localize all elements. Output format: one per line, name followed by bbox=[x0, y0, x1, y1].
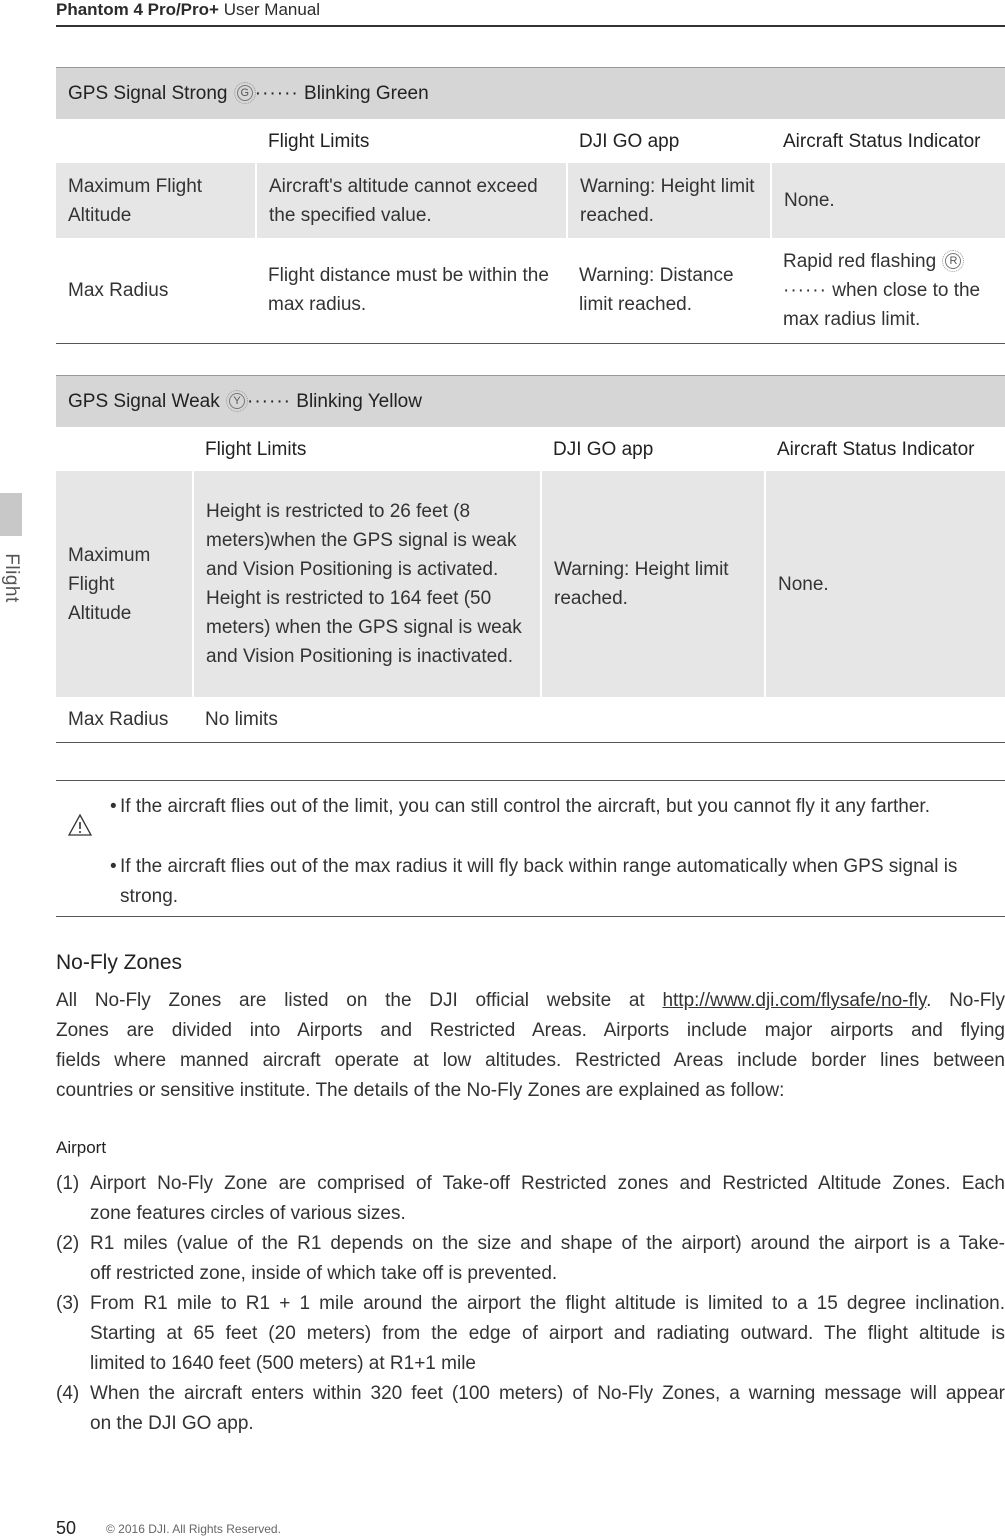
paragraph-line: countries or sensitive institute. The details of the No-Fly Zones are explained as follow: bbox=[56, 1080, 785, 1101]
table-title bbox=[56, 68, 1005, 120]
row-name: Maximum Flight Altitude bbox=[56, 163, 256, 238]
list-item bbox=[56, 1229, 1005, 1289]
blink-dots: ······ bbox=[254, 83, 299, 104]
table-title-row bbox=[56, 68, 1005, 120]
item-line: When the aircraft enters within 320 feet (100 meters) of No-Fly Zones, a warning message will appear bbox=[90, 1383, 1005, 1404]
item-line: From R1 mile to R1 + 1 mile around the airport the flight altitude is limited to a 15 degree inclination. bbox=[90, 1293, 1005, 1314]
column-header: DJI GO app bbox=[579, 130, 680, 152]
item-line: Starting at 65 feet (20 meters) from the edge of airport and radiating outward. The flight altitude is bbox=[90, 1323, 1005, 1344]
nofly-link[interactable]: http://www.dji.com/flysafe/no-fly bbox=[662, 990, 927, 1011]
page-header bbox=[56, 0, 320, 20]
list-item bbox=[56, 1169, 1005, 1229]
item-number: (2) bbox=[56, 1233, 80, 1254]
paragraph-text: All No-Fly Zones are listed on the DJI official website at bbox=[56, 990, 645, 1011]
header-rule bbox=[56, 25, 1005, 27]
item-text bbox=[90, 1379, 1005, 1439]
column-header: Flight Limits bbox=[205, 438, 307, 460]
item-number: (4) bbox=[56, 1383, 80, 1404]
column-header: Aircraft Status Indicator bbox=[777, 438, 975, 460]
copyright: © 2016 DJI. All Rights Reserved. bbox=[106, 1522, 281, 1536]
column-header bbox=[56, 119, 256, 163]
table-title-text: GPS Signal Weak bbox=[68, 391, 220, 412]
bullet: • bbox=[110, 796, 117, 817]
red-led-icon: R bbox=[945, 253, 961, 269]
paragraph-line bbox=[56, 986, 1005, 1016]
subsection-heading: Airport bbox=[56, 1138, 107, 1157]
row-limit: Aircraft's altitude cannot exceed the specified value. bbox=[256, 163, 567, 238]
paragraph-line: Zones are divided into Airports and Restricted Areas. Airports include major airports and flying bbox=[56, 1020, 1005, 1041]
table-row bbox=[56, 238, 1005, 343]
indicator-text: when close to the max radius limit. bbox=[783, 279, 981, 330]
table-row bbox=[56, 697, 1005, 742]
page-number: 50 bbox=[56, 1518, 77, 1538]
item-line: R1 miles (value of the R1 depends on the size and shape of the airport) around the airport is a Take- bbox=[90, 1233, 1005, 1254]
warning-note-box bbox=[56, 780, 1005, 917]
table-title bbox=[56, 376, 1005, 428]
gps-weak-table bbox=[56, 375, 1005, 743]
side-tab-label: Flight bbox=[1, 553, 22, 603]
column-header bbox=[56, 427, 193, 471]
table-row bbox=[56, 163, 1005, 238]
note-item bbox=[110, 852, 1000, 912]
table-title-text: GPS Signal Strong bbox=[68, 83, 228, 104]
table-title-row bbox=[56, 376, 1005, 428]
note-text: If the aircraft flies out of the max radius it will fly back within range automatically when GPS signal is strong. bbox=[120, 856, 958, 907]
table-header-row bbox=[56, 119, 1005, 163]
item-text bbox=[90, 1169, 1005, 1229]
warning-icon bbox=[68, 814, 92, 836]
item-line: zone features circles of various sizes. bbox=[90, 1203, 406, 1224]
row-app: Warning: Height limit reached. bbox=[541, 471, 765, 697]
row-limit: Height is restricted to 26 feet (8 meters)when the GPS signal is weak and Vision Positioning is activated. Height is restricted to 164 feet (50 meters) when the GPS signal is weak and Vision Positioning is inactivated. bbox=[193, 471, 541, 697]
row-limit: Flight distance must be within the max radius. bbox=[256, 238, 567, 343]
bullet: • bbox=[110, 856, 117, 877]
row-indicator bbox=[771, 238, 1005, 343]
green-led-icon: G bbox=[237, 85, 253, 101]
section-heading: No-Fly Zones bbox=[56, 951, 183, 974]
note-text: If the aircraft flies out of the limit, you can still control the aircraft, but you cannot fly it any farther. bbox=[120, 796, 930, 817]
table-row bbox=[56, 471, 1005, 697]
note-item bbox=[110, 792, 1000, 822]
item-line: off restricted zone, inside of which take off is prevented. bbox=[90, 1263, 558, 1284]
row-name: Max Radius bbox=[56, 238, 256, 343]
brand-name: Phantom 4 Pro/Pro+ bbox=[56, 0, 219, 19]
paragraph-text: . No-Fly bbox=[926, 990, 1005, 1011]
item-number: (1) bbox=[56, 1173, 80, 1194]
item-line: on the DJI GO app. bbox=[90, 1413, 254, 1434]
indicator-text: Rapid red flashing bbox=[783, 250, 937, 272]
row-name: Maximum Flight Altitude bbox=[56, 471, 193, 697]
row-app: Warning: Height limit reached. bbox=[567, 163, 771, 238]
side-tab-marker bbox=[0, 493, 22, 536]
column-header: DJI GO app bbox=[553, 438, 654, 460]
row-indicator: None. bbox=[771, 163, 1005, 238]
gps-strong-table bbox=[56, 67, 1005, 344]
item-line: Airport No-Fly Zone are comprised of Take-off Restricted zones and Restricted Altitude Zones. Each bbox=[90, 1173, 1005, 1194]
row-limit: No limits bbox=[193, 697, 1005, 742]
section-paragraph bbox=[56, 986, 1005, 1106]
blink-label: Blinking Yellow bbox=[296, 391, 422, 412]
item-text bbox=[90, 1289, 1005, 1379]
row-name: Max Radius bbox=[56, 697, 193, 742]
paragraph-line: fields where manned aircraft operate at low altitudes. Restricted Areas include border lines between bbox=[56, 1050, 1005, 1071]
doc-title: User Manual bbox=[223, 0, 321, 19]
table-header-row bbox=[56, 427, 1005, 471]
item-number: (3) bbox=[56, 1293, 80, 1314]
blink-dots: ······ bbox=[247, 391, 291, 412]
item-line: limited to 1640 feet (500 meters) at R1+1 mile bbox=[90, 1353, 476, 1374]
list-item bbox=[56, 1379, 1005, 1439]
blink-dots: ······ bbox=[783, 279, 827, 301]
column-header: Aircraft Status Indicator bbox=[783, 130, 981, 152]
list-item bbox=[56, 1289, 1005, 1379]
item-text bbox=[90, 1229, 1005, 1289]
blink-label: Blinking Green bbox=[304, 83, 429, 104]
yellow-led-icon: Y bbox=[229, 393, 245, 409]
row-app: Warning: Distance limit reached. bbox=[567, 238, 771, 343]
row-indicator: None. bbox=[765, 471, 1005, 697]
column-header: Flight Limits bbox=[268, 130, 370, 152]
